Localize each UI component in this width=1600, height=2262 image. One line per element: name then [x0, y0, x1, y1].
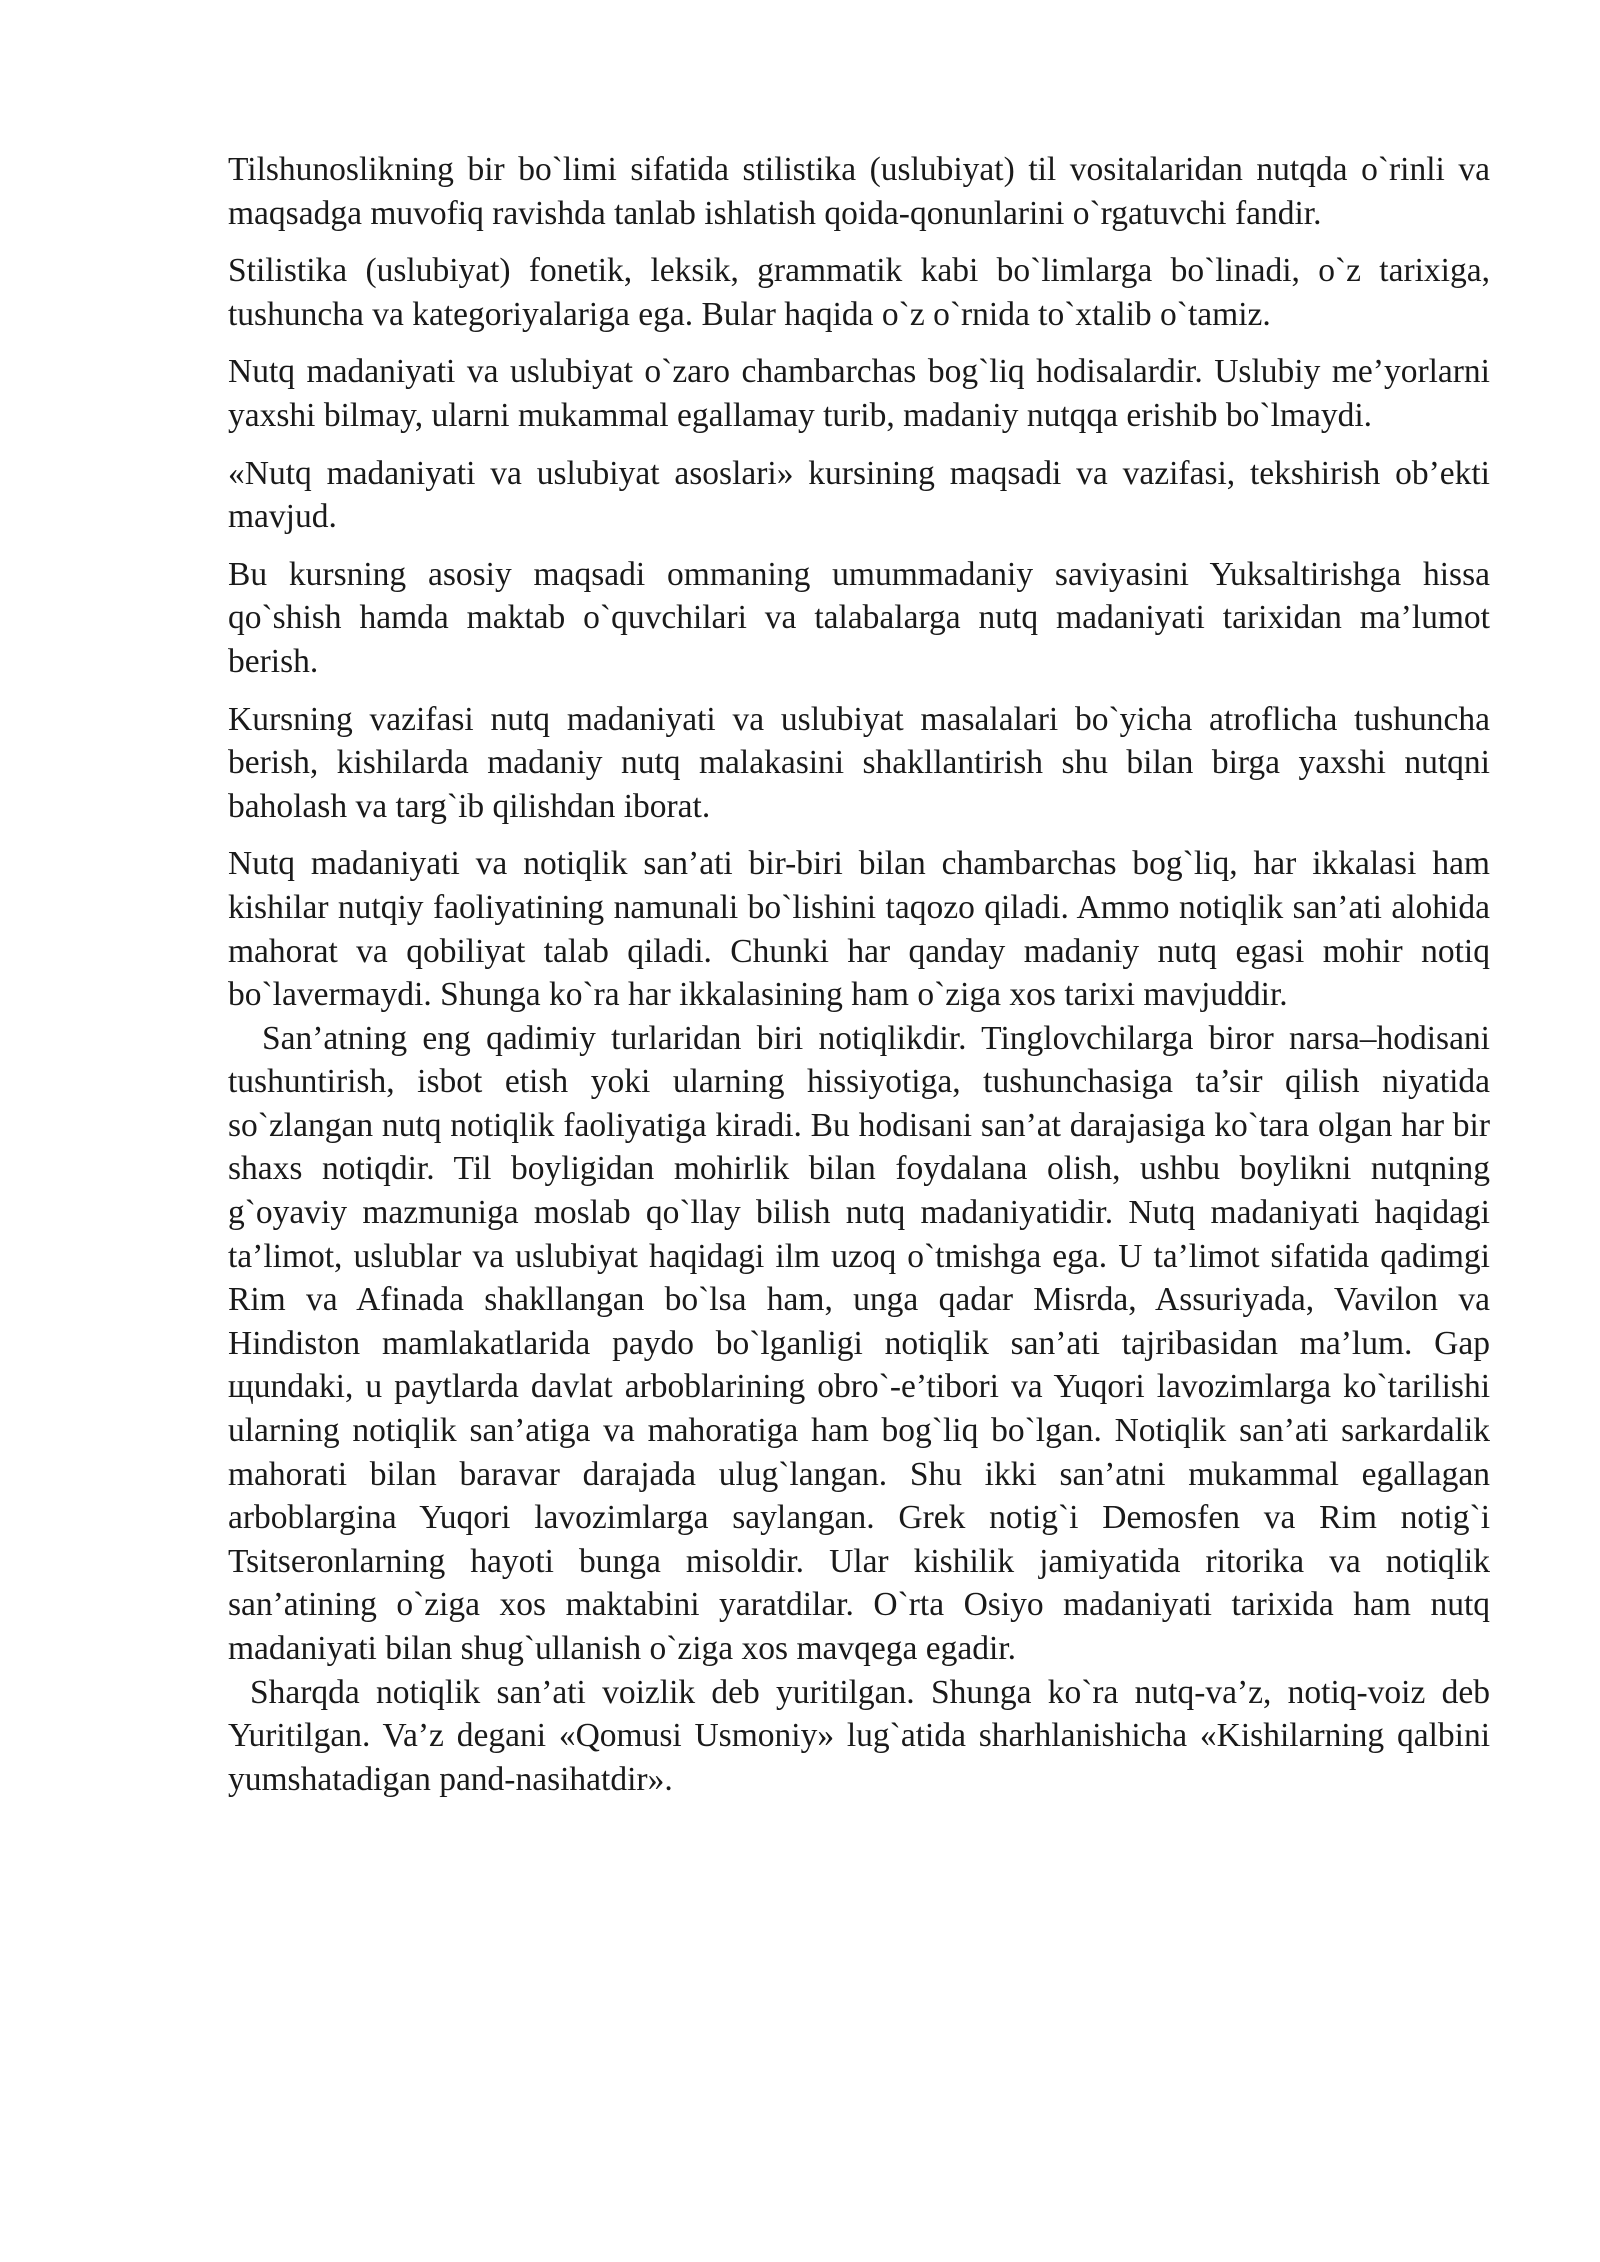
paragraph-notiqlik-relation: Nutq madaniyati va notiqlik san’ati bir-biri bilan chambarchas bog`liq, har ikkalasi ham kishilar nutqiy faoliyatining namunali bo`lishini taqozo qiladi. Ammo notiqlik san’ati alohida mahorat va qobiliyat talab qiladi. Chunki har qanday madaniy nutq egasi mohir notiq bo`lavermaydi. Shunga ko`ra har ikkalasining ham o`ziga xos tarixi mavjuddir. [228, 845, 1490, 1014]
paragraph-course-title: «Nutq madaniyati va uslubiyat asoslari» kursining maqsadi va vazifasi, tekshirish ob’ekti mavjud. [228, 454, 1490, 536]
paragraph-nutq-uslubiyat-relation: Nutq madaniyati va uslubiyat o`zaro chambarchas bog`liq hodisalardir. Uslubiy me’yorlarni yaxshi bilmay, ularni mukammal egallamay turib, madaniy nutqqa erishib bo`lmaydi. [228, 353, 1490, 434]
document-page [228, 148, 1490, 1801]
paragraph-course-goal: Bu kursning asosiy maqsadi ommaning umummadaniy saviyasini Yuksaltirishga hissa qo`shish hamda maktab o`quvchilari va talabalarga nutq madaniyati tarixidan ma’lumot berish. [228, 555, 1490, 680]
paragraph-stilistika-definition: Tilshunoslikning bir bo`limi sifatida stilistika (uslubiyat) til vositalaridan nutqda o`rinli va maqsadga muvofiq ravishda tanlab ishlatish qoida-qonunlarini o`rgatuvchi fandir. [228, 151, 1490, 232]
paragraph-course-task: Kursning vazifasi nutq madaniyati va uslubiyat masalalari bo`yicha atroflicha tushuncha berish, kishilarda madaniy nutq malakasini shakllantirish shu bilan birga yaxshi nutqni baholash va targ`ib qilishdan iborat. [228, 700, 1490, 825]
paragraph-sharq-voizlik: Sharqda notiqlik san’ati voizlik deb yuritilgan. Shunga ko`ra nutq-va’z, notiq-voiz deb Yuritilgan. Va’z degani «Qomusi Usmoniy» lug`atida sharhlanishicha «Kishilarning qalbini yumshatadigan pand-nasihatdir». [228, 1673, 1490, 1798]
paragraph-notiqlik-history: San’atning eng qadimiy turlaridan biri notiqlikdir. Tinglovchilarga biror narsa–hodisani tushuntirish, isbot etish yoki ularning hissiyotiga, tushunchasiga ta’sir qilish niyatida so`zlangan nutq notiqlik faoliyatiga kiradi. Bu hodisani san’at darajasiga ko`tara olgan har bir shaxs notiqdir. Til boyligidan mohirlik bilan foydalana olish, ushbu boylikni nutqning g`oyaviy mazmuniga moslab qo`llay bilish nutq madaniyatidir. Nutq madaniyati haqidagi ta’limot, uslublar va uslubiyat haqidagi ilm uzoq o`tmishga ega. U ta’limot sifatida qadimgi Rim va Afinada shakllangan bo`lsa ham, unga qadar Misrda, Assuriyada, Vavilon va Hindiston mamlakatlarida paydo bo`lganligi notiqlik san’ati tajribasidan ma’lum. Gap щundaki, u paytlarda davlat arboblarining obro`-e’tibori va Yuqori lavozimlarga ko`tarilishi ularning notiqlik san’atiga va mahoratiga ham bog`liq bo`lgan. Notiqlik san’ati sarkardalik mahorati bilan baravar darajada ulug`langan. Shu ikki san’atni mukammal egallagan arboblargina Yuqori lavozimlarga saylangan. Grek notig`i Demosfen va Rim notig`i Tsitseronlarning hayoti bunga misoldir. Ular kishilik jamiyatida ritorika va notiqlik san’atining o`ziga xos maktabini yaratdilar. O`rta Osiyo madaniyati tarixida ham nutq madaniyati bilan shug`ullanish o`ziga xos mavqega egadir. [228, 1019, 1490, 1667]
paragraph-stilistika-sections: Stilistika (uslubiyat) fonetik, leksik, grammatik kabi bo`limlarga bo`linadi, o`z tarixiga, tushuncha va kategoriyalariga ega. Bular haqida o`z o`rnida to`xtalib o`tamiz. [228, 252, 1490, 333]
